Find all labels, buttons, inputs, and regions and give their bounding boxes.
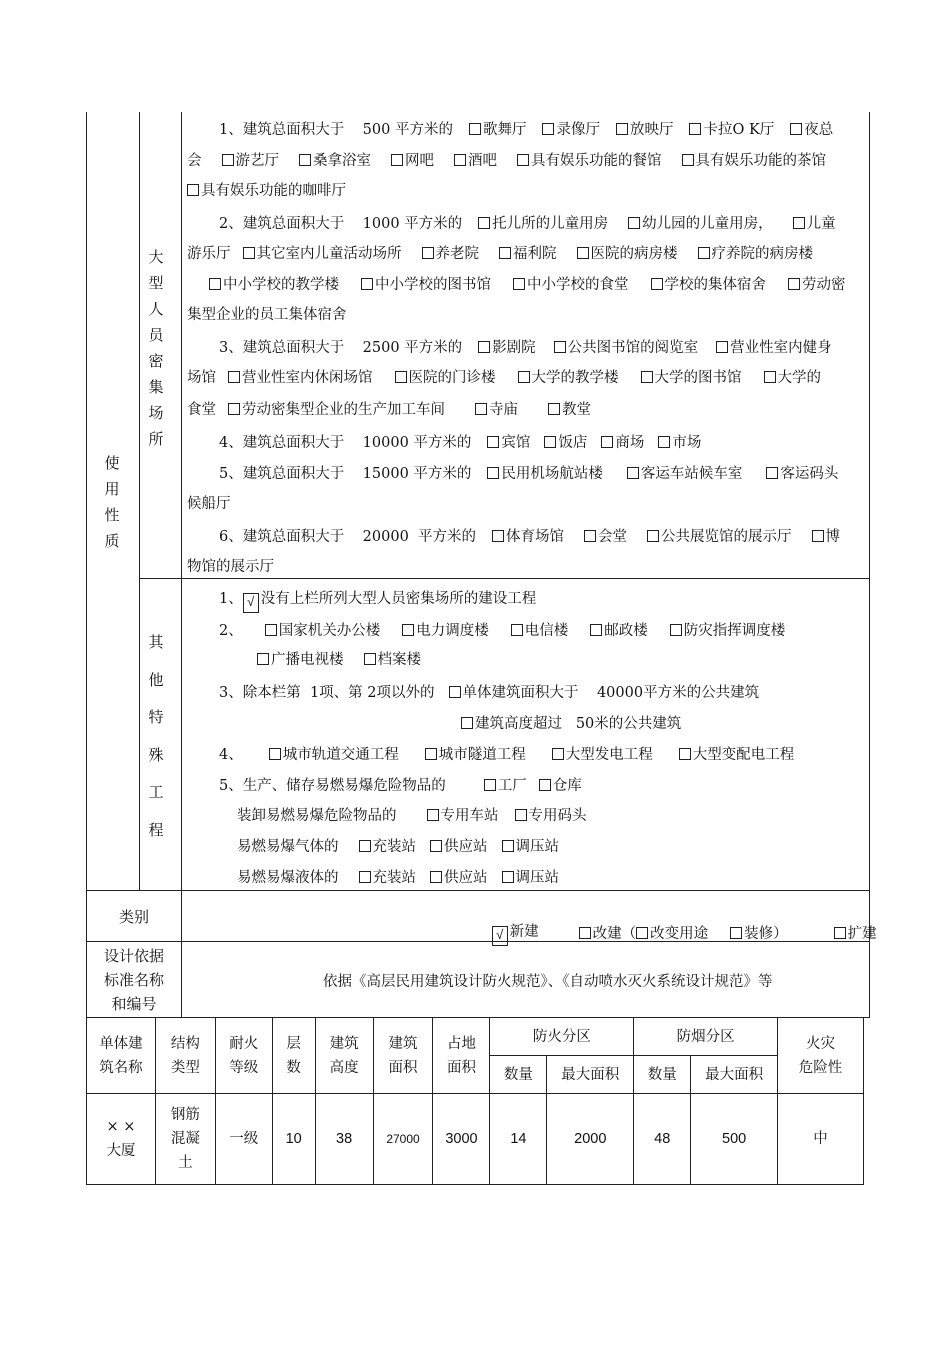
option-checkbox[interactable] (658, 436, 670, 448)
form-frame (86, 112, 877, 1018)
option-label: 医院的病房楼 (590, 246, 678, 262)
option-checkbox[interactable] (682, 154, 694, 166)
option-label: 具有娱乐功能的咖啡厅 (201, 183, 346, 199)
option-checkbox[interactable] (670, 624, 682, 636)
option-label: 工厂 (497, 778, 527, 794)
option-label: 单体建筑面积大于 40000平方米的公共建筑 (462, 685, 760, 701)
cell-fire-count: 14 (490, 1094, 547, 1185)
option-checkbox[interactable] (788, 278, 800, 290)
option-checkbox[interactable] (449, 686, 461, 698)
option-checkbox[interactable] (793, 217, 805, 229)
option-label: 寺庙 (489, 402, 518, 418)
g2Label-char: 其 (148, 633, 164, 651)
option-checkbox[interactable] (554, 341, 566, 353)
option-label: 具有娱乐功能的餐馆 (531, 153, 662, 169)
line-text: 易燃易爆气体的 (237, 839, 339, 855)
line-text: 1、 (219, 591, 243, 607)
cell-land: 3000 (433, 1094, 490, 1185)
option-label: 广播电视楼 (271, 652, 344, 668)
g2-line-2 (219, 619, 785, 640)
expand-label: 扩建 (847, 926, 877, 942)
option-label: 卡拉O K厅 (703, 122, 775, 138)
checked-checkbox[interactable]: √ (243, 593, 259, 613)
option-label: 大学的 (777, 370, 821, 386)
g2Label-char: 殊 (148, 745, 164, 764)
option-checkbox[interactable] (430, 840, 442, 852)
option-label: 大型发电工程 (565, 747, 653, 763)
option-label: 学校的集体宿舍 (664, 277, 766, 293)
table-row (87, 1094, 864, 1185)
g1-line-1 (219, 118, 833, 139)
option-checkbox[interactable] (487, 436, 499, 448)
line-text: 2、 (219, 623, 243, 639)
option-checkbox[interactable] (243, 247, 255, 259)
usage-label (101, 450, 123, 554)
option-label: 充装站 (372, 870, 416, 886)
option-label: 充装站 (372, 839, 416, 855)
option-checkbox[interactable] (359, 840, 371, 852)
th-fire-max: 最大面积 (547, 1056, 634, 1094)
usageLabel-char: 使 (104, 454, 120, 472)
option-label: 供应站 (444, 839, 488, 855)
g2-line-8 (237, 804, 587, 825)
option-checkbox[interactable] (513, 278, 525, 290)
option-label: 劳动密 (802, 277, 846, 293)
option-checkbox[interactable] (518, 371, 530, 383)
design-basis-row (87, 941, 869, 1017)
option-checkbox[interactable] (716, 341, 728, 353)
option-label: 公共图书馆的阅览室 (567, 340, 699, 356)
g2-line-7 (219, 774, 582, 795)
option-label: 放映厅 (629, 122, 674, 138)
g1Label-char: 密 (148, 352, 164, 370)
g1Label-char: 型 (148, 274, 164, 292)
option-label: 游艺厅 (235, 153, 279, 169)
usage-section (87, 112, 869, 890)
g1-line-2 (187, 149, 826, 170)
option-checkbox[interactable] (515, 809, 527, 821)
option-label: 国家机关办公楼 (278, 623, 381, 639)
th-name: 单体建 筑名称 (87, 1018, 156, 1094)
option-label: 网吧 (405, 153, 434, 169)
g2Label-char: 特 (148, 708, 164, 726)
rebuild-checkbox[interactable] (579, 927, 591, 939)
cell-smoke-count: 48 (634, 1094, 691, 1185)
g1Label-char: 集 (148, 378, 164, 396)
option-label: 饭店 (558, 435, 588, 451)
option-label: 公共展览馆的展示厅 (661, 529, 792, 545)
option-label: 教堂 (562, 402, 591, 418)
option-label: 体育场馆 (506, 529, 565, 545)
option-label: 录像厅 (556, 122, 600, 138)
new-label: 新建 (509, 924, 539, 940)
line-text: 装卸易燃易爆危险物品的 (237, 808, 397, 824)
option-checkbox[interactable] (430, 871, 442, 883)
option-checkbox[interactable] (616, 123, 628, 135)
g1-line-5 (187, 242, 813, 263)
cell-name: × × 大厦 (87, 1094, 156, 1185)
option-checkbox[interactable] (422, 247, 434, 259)
option-checkbox[interactable] (499, 247, 511, 259)
th-smoke-max: 最大面积 (691, 1056, 778, 1094)
g1-line-14 (219, 525, 840, 546)
option-checkbox[interactable] (364, 653, 376, 665)
line-text: 食堂 (187, 402, 216, 418)
g2-line-6 (219, 743, 794, 764)
g2-line-9 (237, 835, 559, 856)
option-label: 福利院 (513, 246, 557, 262)
th-smoke-zone: 防烟分区 (634, 1018, 778, 1056)
option-checkbox[interactable] (766, 467, 778, 479)
option-checkbox[interactable] (478, 341, 490, 353)
option-label: 城市隧道工程 (438, 747, 526, 763)
option-checkbox[interactable] (475, 403, 487, 415)
option-label: 其它室内儿童活动场所 (256, 246, 402, 262)
option-label: 托儿所的儿童用房 (492, 216, 609, 232)
option-checkbox[interactable] (679, 748, 691, 760)
th-height: 建筑 高度 (315, 1018, 373, 1094)
option-label: 商场 (615, 435, 645, 451)
option-label: 电力调度楼 (416, 623, 489, 639)
cell-structure: 钢筋 混凝 土 (155, 1094, 215, 1185)
option-checkbox[interactable] (427, 809, 439, 821)
option-checkbox[interactable] (228, 403, 240, 415)
option-checkbox[interactable] (577, 247, 589, 259)
th-land: 占地 面积 (433, 1018, 490, 1094)
option-checkbox[interactable] (265, 624, 277, 636)
option-checkbox[interactable] (542, 123, 554, 135)
usageLabel-char: 性 (104, 506, 120, 524)
special-projects-label (145, 624, 167, 849)
option-label: 具有娱乐功能的茶馆 (695, 153, 826, 169)
th-fire-zone: 防火分区 (490, 1018, 634, 1056)
option-checkbox[interactable] (484, 779, 496, 791)
line-text: 1、建筑总面积大于 500 平方米的 (219, 122, 453, 138)
change-use-label: 改变用途 (650, 926, 709, 942)
option-checkbox[interactable] (461, 717, 473, 729)
g2-line-10 (237, 866, 559, 887)
option-label: 桑拿浴室 (313, 153, 371, 169)
line-text: 5、生产、储存易燃易爆危险物品的 (219, 778, 446, 794)
option-checkbox[interactable] (627, 467, 639, 479)
th-smoke-count: 数量 (634, 1056, 691, 1094)
option-checkbox[interactable] (469, 123, 481, 135)
line-text: 2、建筑总面积大于 1000 平方米的 (219, 216, 463, 232)
option-label: 大型变配电工程 (692, 747, 795, 763)
option-label: 供应站 (444, 870, 488, 886)
basis-label-3: 和编号 (111, 995, 157, 1013)
g2-line-4 (219, 681, 759, 702)
option-label: 民用机场航站楼 (501, 466, 603, 482)
th-risk: 火灾 危险性 (778, 1018, 864, 1094)
category-label: 类别 (118, 908, 149, 926)
line-text: 易燃易爆液体的 (237, 870, 339, 886)
option-checkbox[interactable] (359, 871, 371, 883)
g2Label-char: 他 (148, 670, 164, 689)
option-checkbox[interactable] (187, 184, 199, 196)
basis-label-1: 设计依据 (103, 947, 164, 965)
line-text: 6、建筑总面积大于 20000 平方米的 (219, 529, 477, 545)
option-label: 电信楼 (524, 623, 569, 639)
g1-line-12 (219, 462, 838, 483)
option-checkbox[interactable] (641, 371, 653, 383)
option-checkbox[interactable] (544, 436, 556, 448)
g2-line-1 (219, 587, 536, 613)
option-checkbox[interactable] (790, 123, 802, 135)
option-checkbox[interactable] (511, 624, 523, 636)
option-checkbox[interactable] (299, 154, 311, 166)
option-checkbox[interactable] (502, 840, 514, 852)
option-label: 没有上栏所列大型人员密集场所的建设工程 (260, 591, 537, 607)
g1-line-11 (219, 431, 701, 452)
option-label: 邮政楼 (604, 623, 648, 639)
option-label: 中小学校的食堂 (527, 277, 629, 293)
option-checkbox[interactable] (647, 530, 659, 542)
option-label: 中小学校的图书馆 (375, 277, 491, 293)
building-table (86, 1017, 864, 1185)
option-checkbox[interactable] (209, 278, 221, 290)
g1Label-char: 大 (148, 248, 164, 266)
option-checkbox[interactable] (812, 530, 824, 542)
option-label: 影剧院 (492, 340, 536, 356)
option-label: 酒吧 (468, 153, 497, 169)
option-checkbox[interactable] (548, 403, 560, 415)
basis-label-2: 标准名称 (103, 971, 164, 989)
g1-line-9 (187, 366, 821, 387)
usageLabel-char: 用 (104, 480, 120, 498)
option-checkbox[interactable] (487, 467, 499, 479)
option-label: 专用车站 (440, 808, 499, 824)
cell-fire-grade: 一级 (215, 1094, 272, 1185)
line-text: 5、建筑总面积大于 15000 平方米的 (219, 466, 472, 482)
line-text: 候船厅 (187, 496, 231, 512)
option-label: 会堂 (598, 529, 628, 545)
option-label: 专用码头 (528, 808, 587, 824)
option-checkbox[interactable] (764, 371, 776, 383)
g1-line-3 (187, 179, 346, 200)
option-label: 防灾指挥调度楼 (683, 623, 786, 639)
line-text: 会 (187, 153, 202, 169)
option-checkbox[interactable] (628, 217, 640, 229)
th-fire-grade: 耐火 等级 (215, 1018, 272, 1094)
g2Label-char: 工 (148, 783, 164, 801)
g2-line-5 (461, 712, 681, 733)
option-checkbox[interactable] (539, 779, 551, 791)
g1Label-char: 场 (148, 404, 164, 422)
option-label: 营业性室内休闲场馆 (242, 370, 373, 386)
g1-line-13 (187, 492, 231, 513)
option-label: 客运车站候车室 (640, 466, 743, 482)
option-checkbox[interactable] (689, 123, 701, 135)
g1-line-10 (187, 398, 591, 419)
option-label: 城市轨道交通工程 (282, 747, 399, 763)
design-basis-label (87, 944, 181, 1016)
option-checkbox[interactable] (391, 154, 403, 166)
g1Label-char: 所 (148, 430, 164, 448)
cell-smoke-max: 500 (691, 1094, 778, 1185)
option-checkbox[interactable] (651, 278, 663, 290)
th-fire-count: 数量 (490, 1056, 547, 1094)
option-label: 中小学校的教学楼 (223, 277, 339, 293)
option-label: 建筑高度超过 50米的公共建筑 (475, 716, 682, 732)
option-label: 医院的门诊楼 (408, 370, 496, 386)
option-label: 大学的教学楼 (531, 370, 619, 386)
g1-line-8 (219, 336, 832, 357)
option-checkbox[interactable] (269, 748, 281, 760)
option-label: 疗养院的病房楼 (711, 246, 813, 262)
option-label: 劳动密集型企业的生产加工车间 (242, 402, 445, 418)
option-checkbox[interactable] (517, 154, 529, 166)
crowded-places-label (145, 244, 167, 452)
usageLabel-char: 质 (104, 532, 120, 550)
option-checkbox[interactable] (584, 530, 596, 542)
option-label: 养老院 (435, 246, 479, 262)
option-checkbox[interactable] (601, 436, 613, 448)
decoration-checkbox[interactable] (730, 927, 742, 939)
change-use-checkbox[interactable] (636, 927, 648, 939)
line-text: 物馆的展示厅 (187, 559, 274, 575)
option-checkbox[interactable] (502, 871, 514, 883)
line-text: 4、建筑总面积大于 10000 平方米的 (219, 435, 472, 451)
option-label: 仓库 (552, 778, 582, 794)
option-checkbox[interactable] (590, 624, 602, 636)
option-label: 夜总 (804, 122, 834, 138)
cell-risk: 中 (778, 1094, 864, 1185)
g2-line-3 (237, 648, 421, 669)
option-checkbox[interactable] (454, 154, 466, 166)
expand-checkbox[interactable] (834, 927, 846, 939)
option-checkbox[interactable] (402, 624, 414, 636)
option-label: 歌舞厅 (482, 122, 527, 138)
rebuild-label: 改建（ (592, 926, 637, 942)
option-checkbox[interactable] (478, 217, 490, 229)
cell-fire-max: 2000 (547, 1094, 634, 1185)
option-checkbox[interactable] (492, 530, 504, 542)
design-basis-text: 依据《高层民用建筑设计防火规范》、《自动喷水灭火系统设计规范》等 (323, 974, 773, 990)
option-label: 客运码头 (780, 466, 839, 482)
line-text: 游乐厅 (187, 246, 231, 262)
cell-height: 38 (315, 1094, 373, 1185)
option-checkbox[interactable] (698, 247, 710, 259)
g1-line-15 (187, 555, 274, 576)
g1-line-7 (187, 303, 347, 324)
option-label: 博 (825, 529, 841, 545)
option-label: 调压站 (515, 870, 559, 886)
line-text: 4、 (219, 747, 243, 763)
cell-area: 27000 (373, 1094, 433, 1185)
option-label: 大学的图书馆 (654, 370, 742, 386)
new-checkbox[interactable]: √ (492, 926, 508, 946)
cell-floors: 10 (272, 1094, 315, 1185)
line-text: 集型企业的员工集体宿舍 (187, 307, 347, 323)
option-label: 市场 (672, 435, 702, 451)
option-label: 档案楼 (377, 652, 421, 668)
option-checkbox[interactable] (395, 371, 407, 383)
option-checkbox[interactable] (228, 371, 240, 383)
g1-line-4 (219, 212, 836, 233)
line-text: 3、除本栏第 1项、第 2项以外的 (219, 685, 435, 701)
option-label: 调压站 (515, 839, 559, 855)
option-label: 幼儿园的儿童用房， (642, 216, 773, 232)
th-area: 建筑 面积 (373, 1018, 433, 1094)
line-text: 3、建筑总面积大于 2500 平方米的 (219, 340, 463, 356)
option-checkbox[interactable] (257, 653, 269, 665)
th-floors: 层 数 (272, 1018, 315, 1094)
option-checkbox[interactable] (425, 748, 437, 760)
option-checkbox[interactable] (222, 154, 234, 166)
option-label: 营业性室内健身 (730, 340, 832, 356)
th-structure: 结构 类型 (155, 1018, 215, 1094)
g1Label-char: 员 (148, 326, 164, 344)
g1Label-char: 人 (148, 300, 164, 318)
option-checkbox[interactable] (552, 748, 564, 760)
g2Label-char: 程 (148, 820, 164, 839)
line-text: 场馆 (187, 370, 216, 386)
option-label: 儿童 (806, 216, 836, 232)
g1-line-6 (187, 273, 846, 294)
category-row (87, 890, 877, 942)
option-label: 宾馆 (501, 435, 531, 451)
option-checkbox[interactable] (361, 278, 373, 290)
decoration-label: 装修） (744, 926, 788, 942)
